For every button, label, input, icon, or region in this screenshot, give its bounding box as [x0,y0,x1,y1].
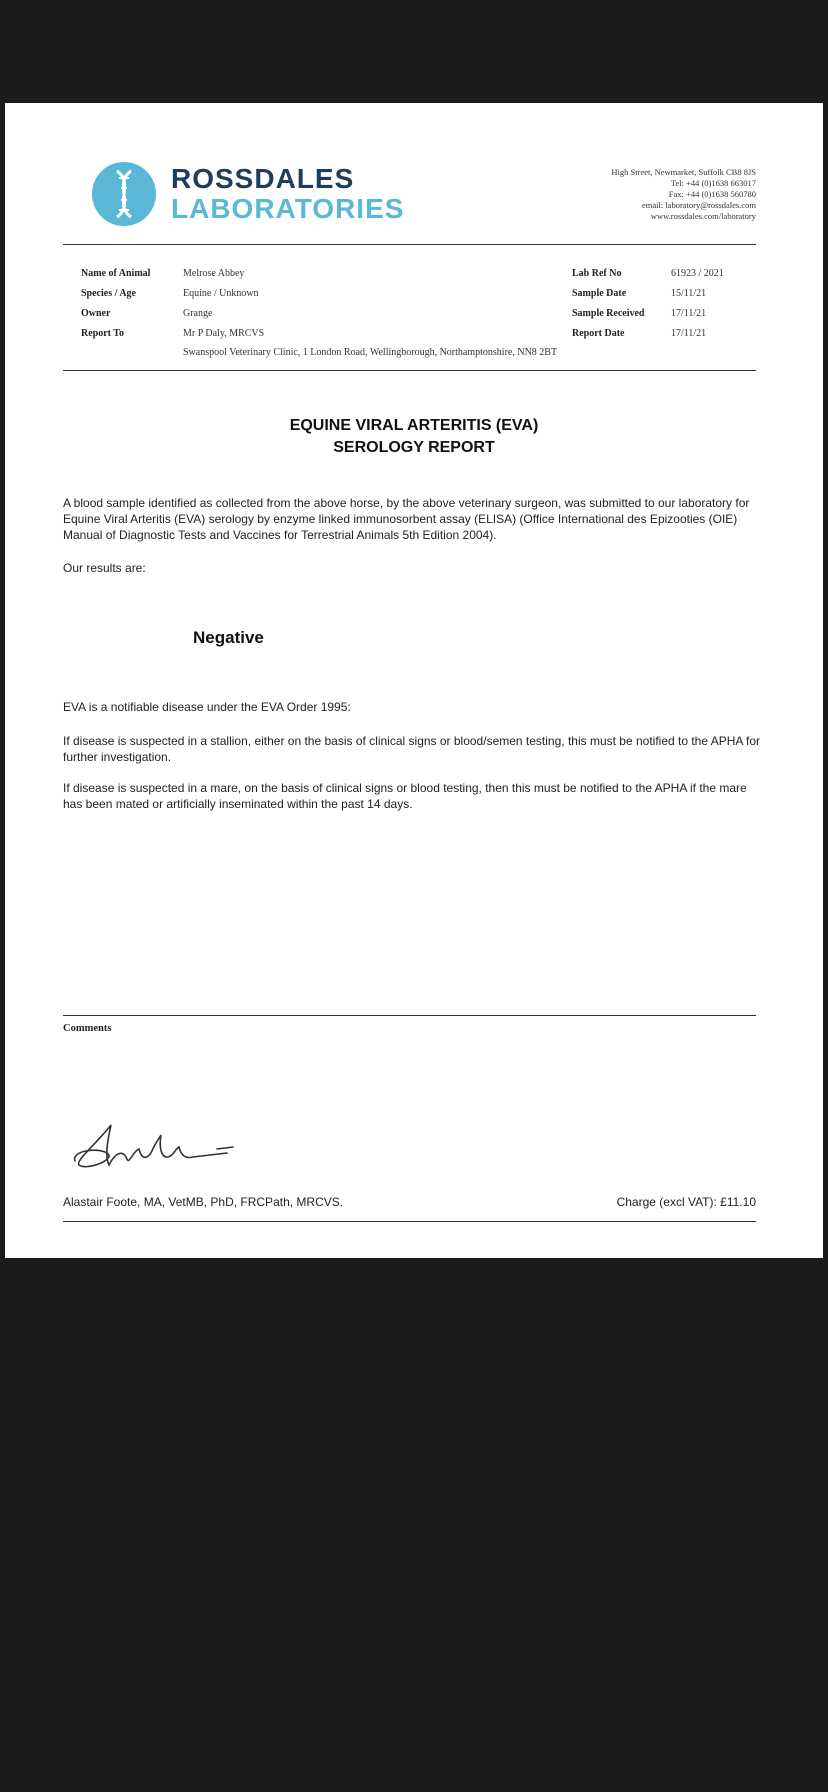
report-date-label: Report Date [572,328,625,339]
notifiable-notice: EVA is a notifiable disease under the EVA Order 1995: [63,700,351,714]
species-value: Equine / Unknown [183,288,259,299]
results-intro: Our results are: [63,561,146,575]
comments-label: Comments [63,1023,112,1034]
brand-subtitle: LABORATORIES [171,193,405,224]
sample-received-label: Sample Received [572,308,645,319]
details-divider [63,370,756,371]
footer-divider [63,1221,756,1222]
report-to-label: Report To [81,328,125,339]
sample-received-value: 17/11/21 [671,308,707,319]
report-to-value: Mr P Daly, MRCVS [183,328,265,339]
signer-name: Alastair Foote, MA, VetMB, PhD, FRCPath, MRCVS. [63,1195,344,1209]
address-line: High Street, Newmarket, Suffolk CB8 8JS [611,167,756,177]
report-title: EQUINE VIRAL ARTERITIS (EVA) [289,417,539,434]
lab-address [611,167,756,222]
report-to-address: Swanspool Veterinary Clinic, 1 London Road, Wellingborough, Northamptonshire, NN8 2BT [183,347,558,358]
report-page [5,103,823,1258]
header-divider [63,244,756,245]
lab-ref-label: Lab Ref No [572,268,622,279]
sample-date-label: Sample Date [572,288,627,299]
owner-label: Owner [81,308,111,319]
fax-line: Fax: +44 (0)1638 560780 [668,189,756,199]
comments-divider [63,1015,756,1016]
result-value: Negative [193,628,264,647]
report-date-value: 17/11/21 [671,328,707,339]
signature-image [67,1113,247,1183]
species-label: Species / Age [81,288,136,299]
lab-ref-value: 61923 / 2021 [671,268,724,279]
email-line: email: laboratory@rossdales.com [641,200,756,210]
report-subtitle: SEROLOGY REPORT [333,439,495,456]
name-value: Melrose Abbey [183,268,245,279]
stallion-notice: If disease is suspected in a stallion, either on the basis of clinical signs or blood/semen testing, this must be notified to the APHA for further investigation. [63,734,761,764]
sample-date-value: 15/11/21 [671,288,707,299]
mare-notice: If disease is suspected in a mare, on the basis of clinical signs or blood testing, then this must be notified to the APHA if the mare has been mated or artificially inseminated within the past 14 days. [63,781,747,811]
intro-paragraph: A blood sample identified as collected from the above horse, by the above veterinary surgeon, was submitted to our laboratory for Equine Viral Arteritis (EVA) serology by enzyme linked immunosorbent assay (ELISA) (Office International des Epizooties (OIE) Manual of Diagnostic Tests and Vaccines for Terrestrial Animals 5th Edition 2004). [63,496,750,542]
website-line: www.rossdales.com/laboratory [650,211,756,221]
dna-logo-icon [91,161,157,227]
name-label: Name of Animal [81,268,151,279]
charge-amount: Charge (excl VAT): £11.10 [616,1195,756,1209]
phone-line: Tel: +44 (0)1638 663017 [670,178,756,188]
brand-name: ROSSDALES [171,163,355,194]
owner-value: Grange [183,308,213,319]
